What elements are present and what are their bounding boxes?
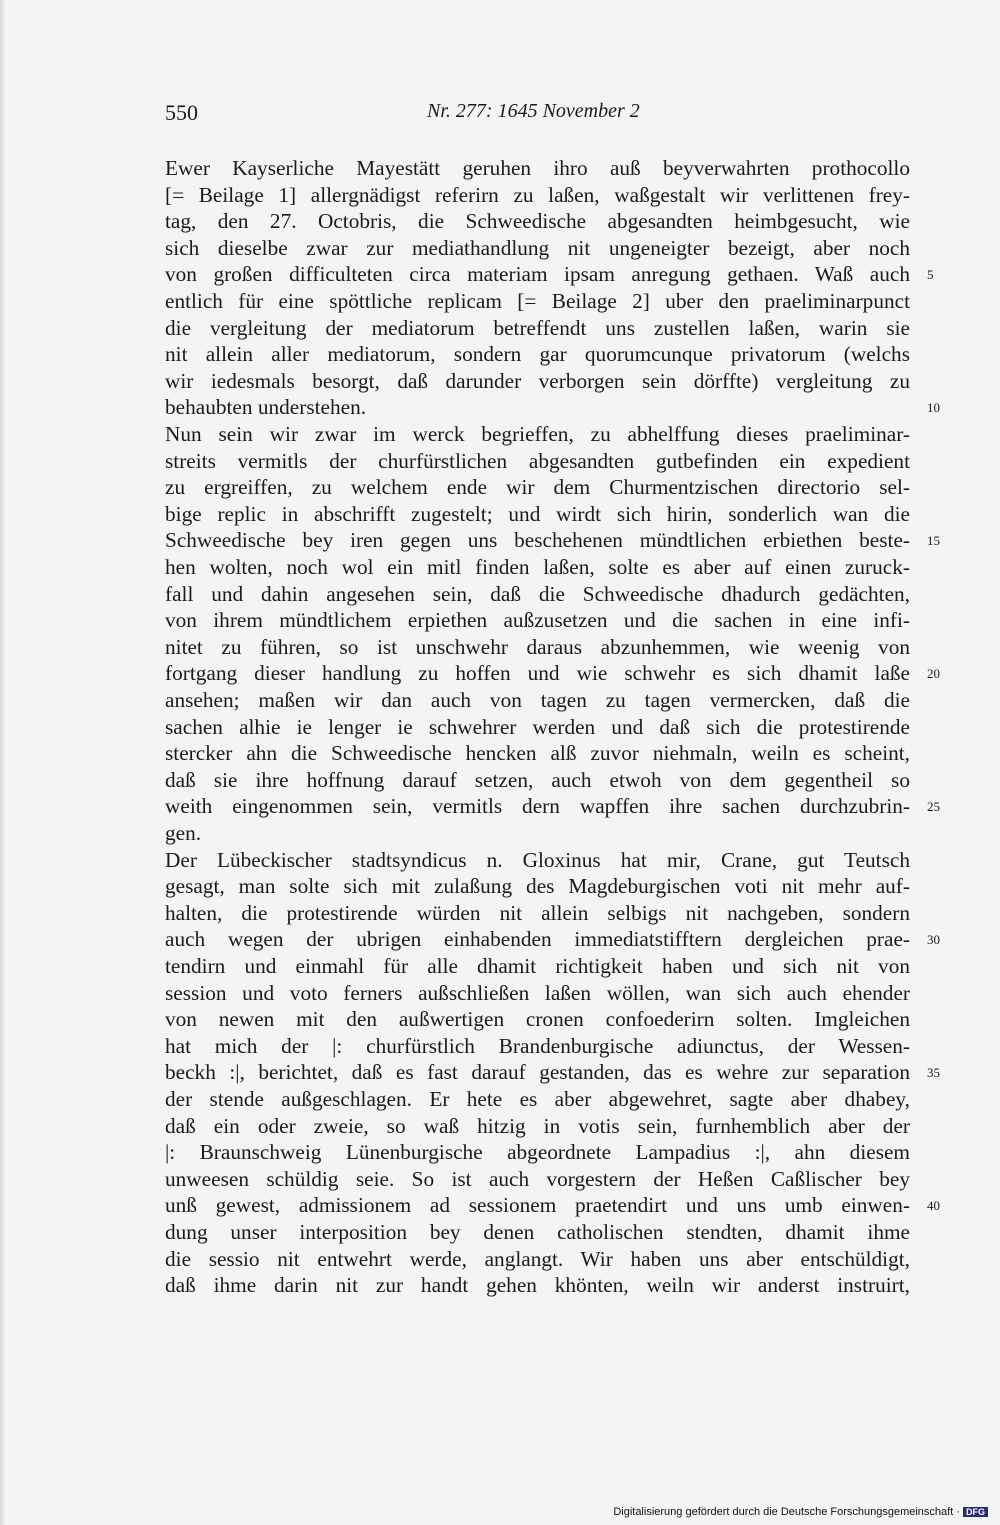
text-line: bige replic in abschrifft zugestelt; und wirdt sich hirin, sonderlich wan die — [165, 501, 910, 526]
text-line: weith eingenommen sein, vermitls dern wapffen ihre sachen durchzubrin- — [165, 794, 910, 819]
line-number: 35 — [927, 1065, 940, 1081]
text-line: von großen difficulteten circa materiam ipsam anregung gethaen. Waß auch — [165, 262, 910, 287]
text-line: stercker ahn die Schweedische hencken alß zuvor niehmaln, weiln es scheint, — [165, 741, 910, 766]
footer-text: Digitalisierung gefördert durch die Deutsche Forschungsgemeinschaft · — [613, 1506, 960, 1518]
text-line: der stende außgeschlagen. Er hete es aber abgewehret, sagte aber dhabey, — [165, 1087, 910, 1111]
text-line: tag, den 27. Octobris, die Schweedische abgesandten heimbgesucht, wie — [165, 209, 910, 234]
page-number: 550 — [165, 100, 198, 125]
text-line: sachen alhie ie lenger ie schwehrer werden und daß sich die protestirende — [165, 714, 910, 739]
line-number: 30 — [927, 932, 940, 948]
text-line: |: Braunschweig Lünenburgische abgeordnete Lampadius :|, ahn diesem — [165, 1140, 910, 1165]
text-line: entlich für eine spöttliche replicam [= Beilage 2] uber den praeliminarpunct — [165, 289, 910, 313]
text-line: die vergleitung der mediatorum betreffendt uns zustellen laßen, warin sie — [165, 315, 910, 340]
line-number: 15 — [927, 533, 940, 549]
text-line: Schweedische bey iren gegen uns beschehenen mündtlichen erbiethen beste- — [165, 528, 910, 553]
text-line: die sessio nit entwehrt werde, anglangt. Wir haben uns aber entschüldigt, — [165, 1246, 910, 1271]
text-line: unß gewest, admissionem ad sessionem praetendirt und uns umb einwen- — [165, 1193, 910, 1218]
line-number: 5 — [927, 267, 934, 283]
text-line: unweesen schüldig seie. So ist auch vorgestern der Heßen Caßlischer bey — [165, 1166, 910, 1191]
text-line: streits vermitls der churfürstlichen abgesandten gutbefinden ein expedient — [165, 448, 910, 473]
text-line: auch wegen der ubrigen einhabenden immediatstifftern dergleichen prae- — [165, 927, 910, 952]
text-line: zu ergreiffen, zu welchem ende wir dem Churmentzischen directorio sel- — [165, 475, 910, 500]
text-line: Nun sein wir zwar im werck begrieffen, zu abhelffung dieses praeliminar- — [165, 422, 910, 446]
text-line: behaubten understehen. — [165, 395, 367, 420]
line-number: 40 — [927, 1198, 940, 1214]
running-title: Nr. 277: 1645 November 2 — [427, 100, 640, 122]
text-line: fall und dahin angesehen sein, daß die Schweedische dhadurch gedächten, — [165, 581, 910, 606]
text-line: fortgang dieser handlung zu hoffen und wie schwehr es sich dhamit laße — [165, 661, 910, 686]
footer-credit — [613, 1506, 988, 1518]
text-line: hen wolten, noch wol ein mitl finden laßen, solte es aber auf einen zuruck- — [165, 555, 910, 579]
text-line: tendirn und einmahl für alle dhamit richtigkeit haben und sich nit von — [165, 954, 910, 978]
text-line: nitet zu führen, so ist unschwehr daraus abzunhemmen, wie weenig von — [165, 634, 910, 659]
line-number: 25 — [927, 799, 940, 815]
text-line: beckh :|, berichtet, daß es fast darauf gestanden, das es wehre zur separation — [165, 1060, 910, 1085]
text-line: daß sie ihre hoffnung darauf setzen, auch etwoh von dem gegentheil so — [165, 767, 910, 792]
text-line: nit allein aller mediatorum, sondern gar quorumcunque privatorum (welchs — [165, 342, 910, 367]
text-line: von newen mit den außwertigen cronen confoederirn solten. Imgleichen — [165, 1007, 910, 1032]
text-line: [= Beilage 1] allergnädigst referirn zu laßen, waßgestalt wir verlittenen frey- — [165, 182, 910, 207]
page-edge — [0, 0, 6, 1525]
text-line: daß ein oder zweie, so waß hitzig in votis sein, furnhemblich aber der — [165, 1113, 910, 1138]
page-header — [165, 100, 910, 130]
text-line: gesagt, man solte sich mit zulaßung des Magdeburgischen voti nit mehr auf- — [165, 874, 910, 899]
text-line: wir iedesmals besorgt, daß darunder verborgen sein dörffte) vergleitung zu — [165, 368, 910, 393]
dfg-logo-badge: DFG — [963, 1507, 988, 1517]
line-number: 20 — [927, 666, 940, 682]
line-number: 10 — [927, 400, 940, 416]
text-line: dung unser interposition bey denen catholischen stendten, dhamit ihme — [165, 1220, 910, 1244]
text-line: Der Lübeckischer stadtsyndicus n. Gloxinus hat mir, Crane, gut Teutsch — [165, 847, 910, 872]
text-line: halten, die protestirende würden nit allein selbigs nit nachgeben, sondern — [165, 900, 910, 925]
text-line: von ihrem mündtlichem erpiethen außzusetzen und die sachen in eine infi- — [165, 608, 910, 633]
text-line: session und voto ferners außschließen laßen wöllen, wan sich auch ehender — [165, 980, 910, 1005]
text-line: sich dieselbe zwar zur mediathandlung nit ungeneigter bezeigt, aber noch — [165, 235, 910, 260]
text-line: Ewer Kayserliche Mayestätt geruhen ihro auß beyverwahrten prothocollo — [165, 156, 910, 180]
text-line: hat mich der |: churfürstlich Brandenburgische adiunctus, der Wessen- — [165, 1033, 910, 1058]
text-line: ansehen; maßen wir dan auch von tagen zu tagen vermercken, daß die — [165, 688, 910, 712]
text-line: gen. — [165, 821, 202, 845]
text-line: daß ihme darin nit zur handt gehen khönten, weiln wir anderst instruirt, — [165, 1273, 910, 1298]
